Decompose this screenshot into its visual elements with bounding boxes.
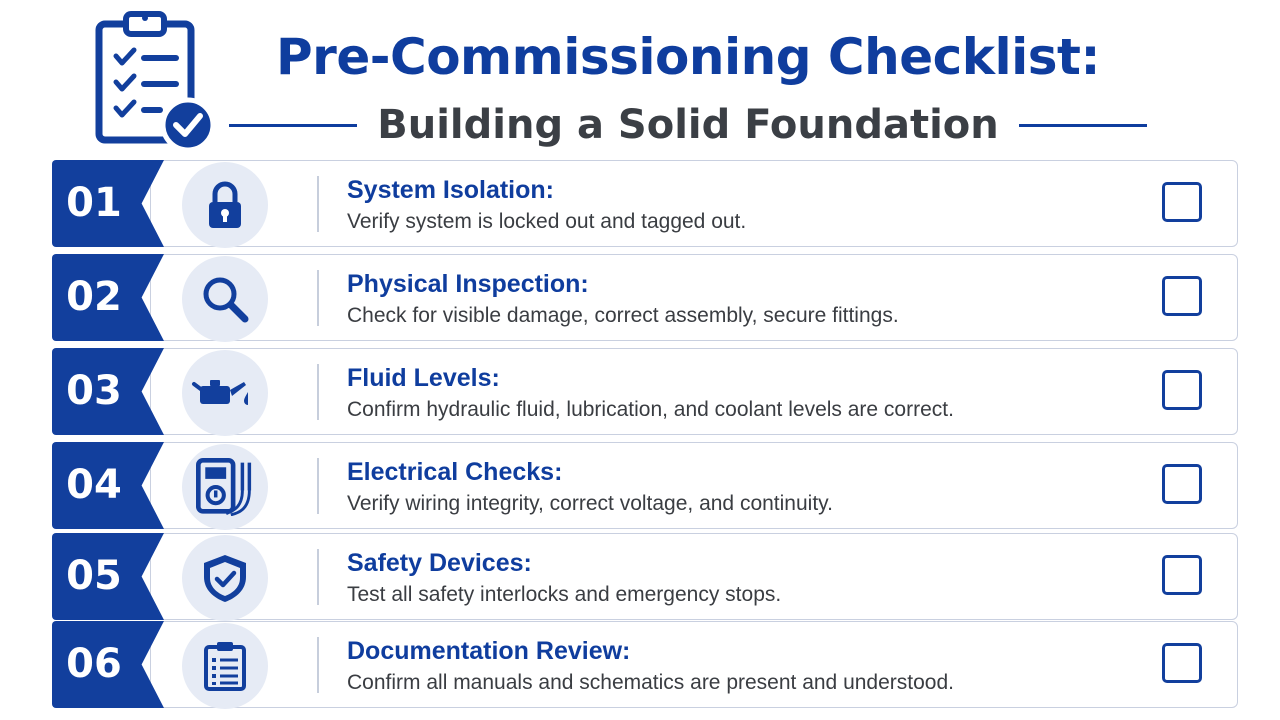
subtitle-rule-left bbox=[229, 124, 357, 127]
item-description: Check for visible damage, correct assembly, secure fittings. bbox=[347, 304, 899, 327]
item-checkbox[interactable] bbox=[1162, 555, 1202, 595]
step-number: 02 bbox=[66, 274, 122, 320]
item-divider bbox=[317, 270, 319, 326]
item-checkbox[interactable] bbox=[1162, 464, 1202, 504]
item-divider bbox=[317, 458, 319, 514]
item-checkbox[interactable] bbox=[1162, 276, 1202, 316]
icon-circle bbox=[182, 350, 268, 436]
multimeter-icon bbox=[196, 458, 254, 516]
icon-circle bbox=[182, 444, 268, 530]
icon-circle bbox=[182, 256, 268, 342]
item-divider bbox=[317, 176, 319, 232]
item-title: Safety Devices: bbox=[347, 549, 532, 577]
checklist-item-fluid-levels bbox=[52, 348, 1238, 435]
item-title: Documentation Review: bbox=[347, 637, 631, 665]
checklist-item-physical-inspection bbox=[52, 254, 1238, 341]
shield-check-icon bbox=[200, 553, 250, 603]
oil-can-icon bbox=[186, 368, 248, 418]
page-subtitle: Building a Solid Foundation bbox=[377, 102, 999, 148]
clipboard-check-icon bbox=[94, 8, 216, 152]
checklist-item-electrical-checks bbox=[52, 442, 1238, 529]
page-title: Pre-Commissioning Checklist: bbox=[276, 28, 1100, 86]
step-number: 05 bbox=[66, 553, 122, 599]
item-description: Verify wiring integrity, correct voltage, and continuity. bbox=[347, 492, 833, 515]
icon-circle bbox=[182, 535, 268, 621]
item-description: Test all safety interlocks and emergency stops. bbox=[347, 583, 782, 606]
subtitle-row bbox=[248, 98, 1128, 152]
icon-circle bbox=[182, 623, 268, 709]
checklist-item-system-isolation bbox=[52, 160, 1238, 247]
item-checkbox[interactable] bbox=[1162, 370, 1202, 410]
item-checkbox[interactable] bbox=[1162, 643, 1202, 683]
item-divider bbox=[317, 364, 319, 420]
step-number: 03 bbox=[66, 368, 122, 414]
item-title: Fluid Levels: bbox=[347, 364, 500, 392]
item-description: Confirm hydraulic fluid, lubrication, and coolant levels are correct. bbox=[347, 398, 954, 421]
magnifying-glass-icon bbox=[200, 274, 250, 324]
item-divider bbox=[317, 549, 319, 605]
checklist-item-safety-devices bbox=[52, 533, 1238, 620]
item-description: Verify system is locked out and tagged out. bbox=[347, 210, 747, 233]
checklist-item-documentation-review bbox=[52, 621, 1238, 708]
subtitle-rule-right bbox=[1019, 124, 1147, 127]
step-number: 01 bbox=[66, 180, 122, 226]
step-number: 06 bbox=[66, 641, 122, 687]
item-checkbox[interactable] bbox=[1162, 182, 1202, 222]
item-divider bbox=[317, 637, 319, 693]
item-title: System Isolation: bbox=[347, 176, 554, 204]
step-number: 04 bbox=[66, 462, 122, 508]
item-title: Physical Inspection: bbox=[347, 270, 589, 298]
clipboard-list-icon bbox=[200, 641, 250, 691]
padlock-icon bbox=[200, 180, 250, 230]
item-description: Confirm all manuals and schematics are present and understood. bbox=[347, 671, 954, 694]
item-title: Electrical Checks: bbox=[347, 458, 563, 486]
header bbox=[0, 0, 1280, 160]
icon-circle bbox=[182, 162, 268, 248]
